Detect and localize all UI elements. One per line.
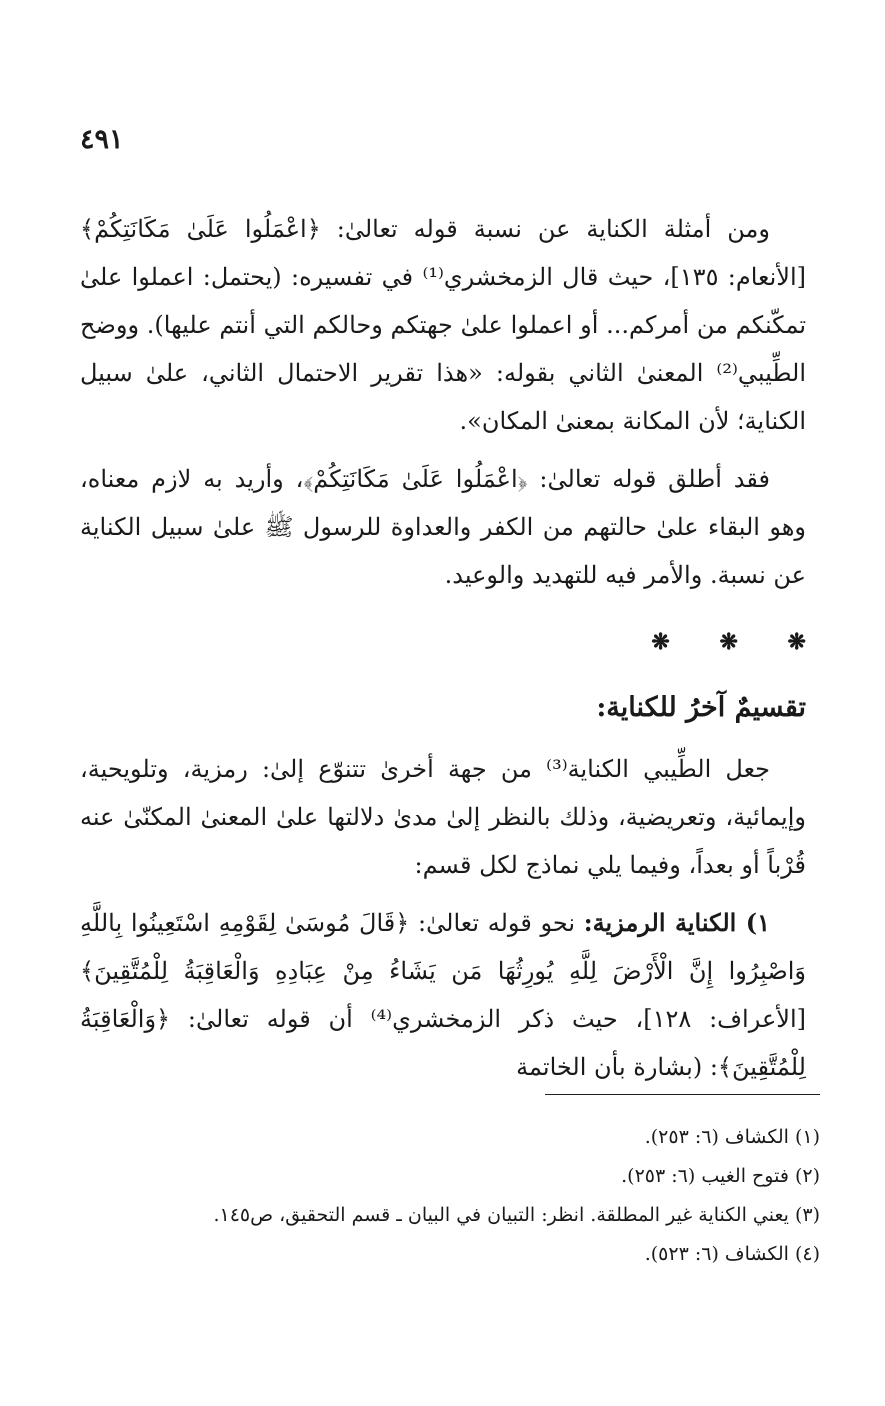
footnote-divider bbox=[545, 1094, 820, 1095]
paragraph-ramziyyah bbox=[80, 899, 806, 1091]
paragraph-tibi-division: جعل الطِّيبي الكناية⁽³⁾ من جهة أخرىٰ تتنوّع إلىٰ: رمزية، وتلويحية، وإيمائية، وتعريضية، وذلك بالنظر إلىٰ مدىٰ دلالتها علىٰ المعنىٰ المكنّىٰ عنه قُرْباً أو بعداً، وفيما يلي نماذج لكل قسم: bbox=[80, 755, 806, 879]
section-heading: تقسيمٌ آخرُ للكناية: bbox=[596, 692, 806, 723]
paragraph-kinayah-explanation: فقد أطلق قوله تعالىٰ: ﴿اعْمَلُوا عَلَىٰ مَكَانَتِكُمْ﴾، وأريد به لازم معناه، وهو البقاء علىٰ حالتهم من الكفر والعداوة للرسول ﷺ علىٰ سبيل الكناية عن نسبة. والأمر فيه للتهديد والوعيد. bbox=[80, 465, 806, 589]
footnote-2: (٢) فتوح الغيب (٦: ٢٥٣). bbox=[621, 1165, 820, 1187]
section-separator: ❋ ❋ ❋ bbox=[651, 629, 806, 655]
footnote-3: (٣) يعني الكناية غير المطلقة. انظر: التبيان في البيان ـ قسم التحقيق، ص١٤٥. bbox=[213, 1204, 820, 1226]
footnotes bbox=[80, 1118, 820, 1274]
paragraph-ramziyyah-text: نحو قوله تعالىٰ: ﴿قَالَ مُوسَىٰ لِقَوْمِهِ اسْتَعِينُوا بِاللَّهِ وَاصْبِرُوا إِنَّ الْأَرْضَ لِلَّهِ يُورِثُهَا مَن يَشَاءُ مِنْ عِبَادِهِ وَالْعَاقِبَةُ لِلْمُتَّقِينَ﴾ [الأعراف: ١٢٨]، حيث ذكر الزمخشري⁽⁴⁾ أن قوله تعالىٰ: ﴿وَالْعَاقِبَةُ لِلْمُتَّقِينَ﴾: (بشارة بأن الخاتمة bbox=[80, 909, 806, 1081]
main-text bbox=[80, 205, 806, 1101]
paragraph-kinayah-nisbah-example: ومن أمثلة الكناية عن نسبة قوله تعالىٰ: ﴿اعْمَلُوا عَلَىٰ مَكَانَتِكُمْ﴾ [الأنعام: ١٣٥]، حيث قال الزمخشري⁽¹⁾ في تفسيره: (يحتمل: اعملوا علىٰ تمكّنكم من أمركم... أو اعملوا علىٰ جهتكم وحالكم التي أنتم عليها). ووضح الطِّيبي⁽²⁾ المعنىٰ الثاني بقوله: «هذا تقرير الاحتمال الثاني، علىٰ سبيل الكناية؛ لأن المكانة بمعنىٰ المكان». bbox=[80, 215, 806, 435]
footnote-1: (١) الكشاف (٦: ٢٥٣). bbox=[644, 1126, 820, 1148]
paragraph-lead: ١) الكناية الرمزية: bbox=[583, 908, 770, 937]
footnote-4: (٤) الكشاف (٦: ٥٢٣). bbox=[644, 1243, 820, 1265]
page-number: ٤٩١ bbox=[80, 124, 124, 155]
